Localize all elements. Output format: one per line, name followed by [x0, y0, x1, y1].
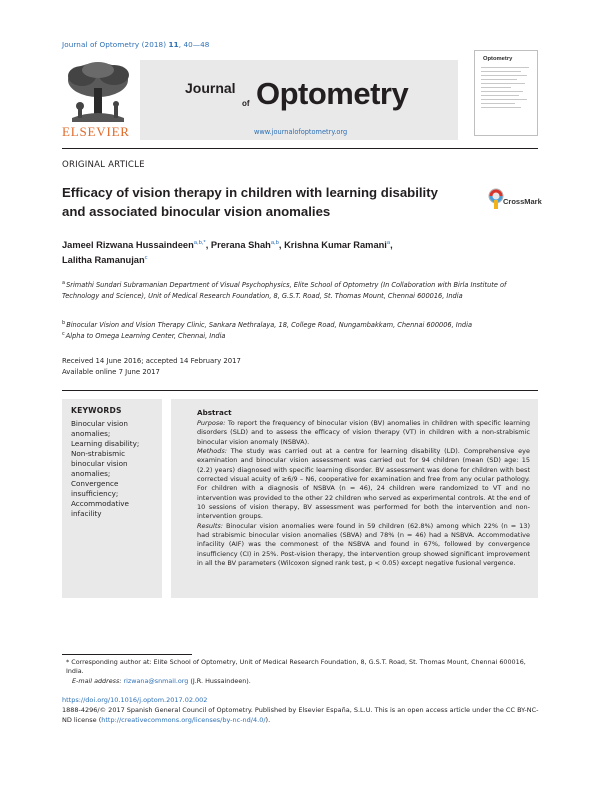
journal-logo	[185, 76, 435, 116]
author-separator: ,	[205, 240, 211, 250]
abstract-panel	[171, 399, 538, 598]
keywords-panel	[62, 399, 162, 598]
corresponding-text: * Corresponding author at: Elite School of Optometry, Unit of Medical Research Foundation, 8, G.S.T. Road, St. Thomas Mount, Chennai 600016, India.	[66, 658, 526, 676]
crossmark-label: CrossMark	[503, 197, 542, 206]
cover-text-lines	[481, 67, 531, 111]
keyword-line: binocular vision	[71, 459, 128, 468]
journal-citation	[62, 40, 209, 49]
results-label: Results:	[197, 521, 223, 530]
abstract-top-rule	[62, 390, 538, 391]
results-text: Binocular vision anomalies were found in 59 children (62.8%) among which 22% (n = 13) had strabismic binocular vision anomalies (SBVA) and 78% (n = 46) had a NSBVA. Accommodative infacility (AIF) was the commonest of the NSBVA and found in 67%, followed by convergence insufficiency (CI) in 25%. Post-vision therapy, the intervention group showed significant improvement in all the BV parameters (Wilcoxon signed rank test, p < 0.05) except negative fusional vergence.	[197, 521, 530, 568]
keyword-line: insufficiency;	[71, 489, 119, 498]
author-separator: ,	[278, 240, 285, 250]
affiliation-marker: b	[62, 319, 66, 326]
journal-url[interactable]: www.journalofoptometry.org	[254, 128, 348, 136]
email-label: E-mail address:	[72, 676, 122, 685]
author-list	[62, 238, 538, 268]
affiliation-text: Srimathi Sundari Subramanian Department of Visual Psychophysics, Elite School of Optometry (In Collaboration with Birla Institute of Technology and Science), Unit of Medical Research Foundation, 8, G.S.T. Road, St. Thomas Mount, Chennai 600016, India	[62, 281, 507, 300]
keyword-line: anomalies;	[71, 429, 111, 438]
corresponding-author-footnote	[62, 658, 538, 686]
elsevier-tree-logo	[62, 60, 134, 122]
methods-label: Methods:	[197, 447, 227, 456]
keyword-line: anomalies;	[71, 469, 111, 478]
article-type: ORIGINAL ARTICLE	[62, 160, 145, 170]
logo-of-word: of	[242, 99, 250, 108]
author-name[interactable]: Jameel Rizwana Hussaindeen	[62, 240, 194, 250]
keyword-line: Non-strabismic	[71, 449, 126, 458]
author-affil-marker[interactable]: c	[144, 254, 148, 261]
article-dates	[62, 356, 241, 377]
email-link[interactable]: rizwana@snmail.org	[123, 676, 189, 685]
crossmark-badge[interactable]	[488, 186, 546, 216]
purpose-label: Purpose:	[197, 419, 226, 427]
abstract-purpose	[197, 419, 530, 447]
author-separator: ,	[390, 240, 393, 250]
header-rule	[62, 148, 538, 149]
cover-title: Optometry	[483, 56, 513, 62]
journal-cover-thumbnail	[474, 50, 538, 136]
affiliation-a	[62, 280, 538, 301]
email-suffix: (J.R. Hussaindeen).	[188, 676, 251, 685]
article-title: Efficacy of vision therapy in children with learning disability and associated binocular vision anomalies	[62, 185, 438, 219]
affiliation-b	[62, 320, 538, 331]
affiliation-text: Binocular Vision and Vision Therapy Clinic, Sankara Nethralaya, 18, College Road, Nungambakkam, Chennai 600006, India	[66, 321, 472, 329]
keywords-heading: KEYWORDS	[71, 406, 122, 415]
email-line	[62, 677, 538, 686]
copyright-notice	[62, 706, 542, 725]
copyright-close: ).	[265, 715, 271, 724]
author-name[interactable]: Prerana Shah	[210, 240, 271, 250]
affiliation-marker: c	[62, 330, 65, 337]
abstract-heading: Abstract	[197, 408, 232, 417]
footnote-rule	[62, 654, 192, 655]
logo-optometry-word: Optometry	[256, 76, 409, 111]
keyword-line: Convergence	[71, 479, 119, 488]
license-link[interactable]: http://creativecommons.org/licenses/by-nc-nd/4.0/	[101, 715, 266, 724]
abstract-methods	[197, 447, 530, 522]
purpose-text: To report the frequency of binocular vision (BV) anomalies in children with specific learning disorders (SLD) and to assess the efficacy of vision therapy (VT) in children with a non-strabismic binocular vision anomaly (NSBVA).	[197, 419, 530, 446]
crossmark-icon	[488, 188, 504, 210]
citation-journal: Journal of Optometry (2018)	[62, 40, 167, 49]
methods-text: The study was carried out at a centre for learning disability (LD). Comprehensive eye examination and binocular vision assessment was carried out for 94 children (mean (SD) age: 15 (2.2) years) diagnosed with specific learning disorder. BV assessment was done for children with best corrected visual acuity of ≥6/9 – N6, cooperative for examination and free from any ocular pathology. For children with a diagnosis of NSBVA (n = 46), 24 children were randomized to VT and no intervention was provided to the other 22 children who served as experimental controls. At the end of 10 sessions of vision therapy, BV assessment was performed for both the intervention and non-intervention groups.	[197, 447, 530, 521]
keyword-line: Learning disability;	[71, 439, 140, 448]
logo-journal-word: Journal	[185, 80, 236, 96]
author-affil-marker[interactable]: a	[386, 239, 391, 246]
doi-link[interactable]: https://doi.org/10.1016/j.optom.2017.02.002	[62, 696, 208, 704]
affiliation-marker: a	[62, 279, 66, 286]
author-affil-marker[interactable]: a,b	[270, 239, 279, 246]
author-name[interactable]: Lalitha Ramanujan	[62, 255, 145, 265]
affiliation-text: Alpha to Omega Learning Center, Chennai, India	[65, 332, 226, 340]
keyword-line: infacility	[71, 509, 102, 518]
citation-pages: , 40—48	[178, 40, 210, 49]
abstract-results	[197, 522, 530, 569]
received-date: Received 14 June 2016; accepted 14 February 2017	[62, 357, 241, 365]
elsevier-wordmark: ELSEVIER	[62, 124, 130, 139]
citation-volume: 11	[168, 40, 179, 49]
affiliation-c	[62, 331, 538, 342]
keyword-line: Binocular vision	[71, 419, 128, 428]
copyright-text: 1888-4296/© 2017 Spanish General Council of Optometry. Published by Elsevier España, S.L.U. This is an open access article under the CC BY-NC-ND license (	[62, 706, 539, 724]
online-date: Available online 7 June 2017	[62, 367, 160, 376]
author-affil-marker[interactable]: a,b,*	[193, 239, 206, 246]
keyword-line: Accommodative	[71, 499, 129, 508]
author-name[interactable]: Krishna Kumar Ramani	[284, 240, 387, 250]
